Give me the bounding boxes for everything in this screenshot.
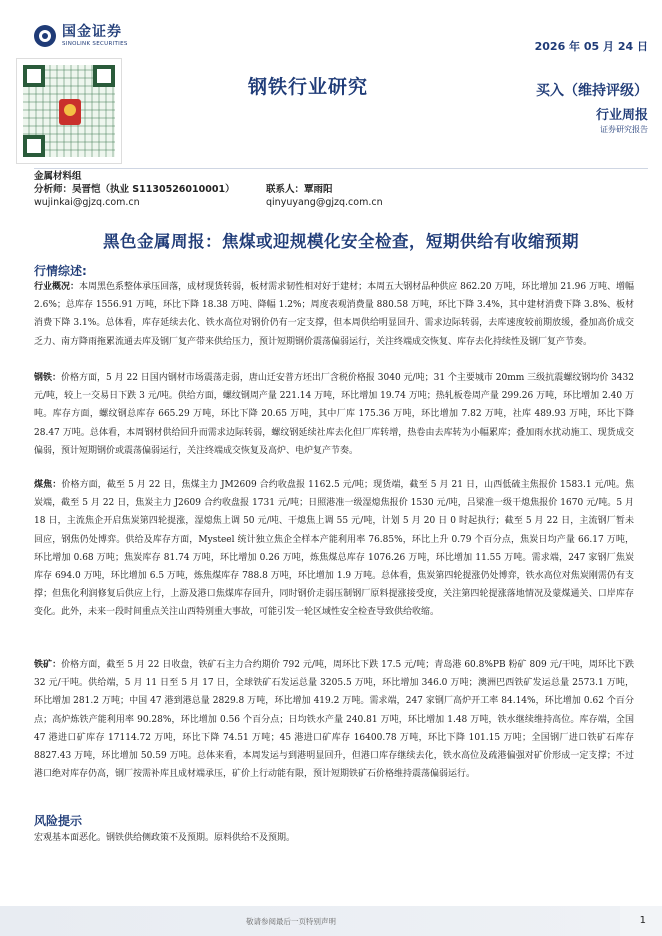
paragraph-lead: 煤焦： [34,480,62,490]
page-footer [0,906,662,936]
risk-text: 宏观基本面恶化。钢铁供给侧政策不及预期。原料供给不及预期。 [34,833,296,843]
research-group: 金属材料组 [34,171,82,182]
qr-code [16,58,122,164]
paragraph-text: 本周黑色系整体承压回落，成材现货转弱，板材需求韧性相对好于建材；本周五大钢材品种供应 862.20 万吨，环比增加 21.96 万吨、增幅 2.6%；总库存 1556.91 万吨，环比下降 18.38 万吨、降幅 1.2%；周度表观消费量 880.58 万吨，环比下降 3.4%，其中建材消费下降 3.8%、板材消费下降 3.1%。总体看，库存延续去化、铁水高位对钢价仍有一定支撑，但本周供给明显回升、需求边际转弱，去库速度较前期放缓，叠加高价成交乏力、南方降雨拖累流通去库及钢厂复产带来供给压力，预计短期钢价震荡偏弱运行，关注终端成交恢复、库存去化持续性及钢厂复产节奏。 [34,282,634,347]
header-divider [34,168,648,169]
paragraph-text: 价格方面，截至 5 月 22 日收盘，铁矿石主力合约期价 792 元/吨，周环比下跌 17.5 元/吨；青岛港 60.8%PB 粉矿 809 元/干吨，周环比下跌 32 元/干吨。供给端，5 月 11 日至 5 月 17 日，全球铁矿石发运总量 3205.5 万吨，环比增加 346.0 万吨；澳洲巴西铁矿发运总量 2573.1 万吨，环比增加 281.2 万吨；中国 47 港到港总量 2829.8 万吨，环比增加 419.2 万吨。需求端，247 家钢厂高炉开工率 84.14%，环比增加 0.62 个百分点；高炉炼铁产能利用率 90.28%，环比增加 0.56 个百分点；日均铁水产量 240.81 万吨，环比增加 1.48 万吨，铁水继续维持高位。库存端，全国 47 港进口矿库存 17114.72 万吨，环比下降 74.51 万吨；45 港进口矿库存 16400.78 万吨，环比下降 101.15 万吨；全国钢厂进口铁矿石库存 8827.43 万吨，环比增加 50.59 万吨。总体来看，本周发运与到港明显回升，但港口库存继续去化，铁水高位及疏港偏强对矿价形成一定支撑；不过港口绝对库存仍高，钢厂按需补库且成材端承压，矿价上行动能有限，预计短期铁矿石价格维持震荡偏弱运行。 [34,660,634,780]
report-category-title: 钢铁行业研究 [248,76,369,98]
section-title-summary: 行情综述: [34,264,87,278]
paragraph-lead: 行业概况： [34,282,80,292]
report-date: 2026 年 05 月 24 日 [534,40,648,53]
author-block [34,170,434,209]
paragraph-industry [34,278,634,351]
qr-finder-icon [93,65,115,87]
contact-name: 联系人：覃雨阳 [266,184,333,195]
rating-badge: 买入（维持评级） [536,83,648,99]
paragraph-text: 价格方面，5 月 22 日国内钢材市场震荡走弱，唐山迁安普方坯出厂含税价格报 3040 元/吨；31 个主要城市 20mm 三级抗震螺纹钢均价 3432 元/吨，较上一交易日下跌 3 元/吨。供给方面，螺纹钢周产量 221.14 万吨，环比增加 19.74 万吨；热轧板卷周产量 299.26 万吨，环比增加 2.40 万吨。库存方面，螺纹钢总库存 665.29 万吨，环比下降 20.65 万吨，其中厂库 175.36 万吨，环比增加 7.82 万吨，社库 489.93 万吨，环比下降 28.47 万吨。总体看，本周钢材供给回升而需求边际转弱，螺纹钢延续社库去化但厂库转增，热卷由去库转为小幅累库；叠加雨水扰动施工、现货成交偏弱，预计短期钢价或震荡偏弱运行，关注终端成交恢复及高炉、电炉复产节奏。 [34,373,634,456]
section-title-risk: 风险提示 [34,814,83,828]
contact-email[interactable]: qinyuyang@gjzq.com.cn [266,197,383,208]
page-number: 1 [639,915,646,926]
qr-finder-icon [23,65,45,87]
paragraph-lead: 铁矿： [34,660,62,670]
qr-logo-icon [59,99,81,125]
paragraph-steel [34,369,634,460]
sinolink-logo-icon [34,25,56,47]
paragraph-lead: 钢铁： [34,373,62,383]
footer-disclaimer[interactable]: 敬请参阅最后一页特别声明 [246,917,336,926]
analyst-name: 分析师：吴晋恺（执业 S1130526010001） [34,184,235,195]
paragraph-iron-ore [34,656,634,783]
paragraph-coal-coke [34,476,634,622]
paragraph-text: 价格方面，截至 5 月 22 日，焦煤主力 JM2609 合约收盘报 1162.5 元/吨；现货端，截至 5 月 21 日，山西低硫主焦报价 1583.1 元/吨。焦炭端，截至 5 月 22 日，焦炭主力 J2609 合约收盘报 1731 元/吨；日照港准一级湿熄焦报价 1530 元/吨，吕梁准一级干熄焦报价 1670 元/吨。5 月 18 日，主流焦企开启焦炭第四轮提涨，湿熄焦上调 50 元/吨、干熄焦上调 55 元/吨，计划 5 月 20 日 0 时起执行；截至 5 月 22 日，主流钢厂暂未回应，钢焦仍处博弈。供给及库存方面，Mysteel 统计独立焦企全样本产能利用率 76.85%，环比上升 0.79 个百分点，焦炭日均产量 66.17 万吨，环比增加 0.68 万吨；焦炭库存 81.74 万吨，环比增加 0.26 万吨，炼焦煤总库存 1076.26 万吨，环比增加 11.55 万吨。需求端，247 家钢厂焦炭库存 694.0 万吨，环比增加 6.5 万吨，炼焦煤库存 788.8 万吨，环比增加 1.9 万吨。总体看，焦炭第四轮提涨仍处博弈，铁水高位对焦炭刚需仍有支撑；但焦化利润修复后供应上行，上游及港口焦煤库存回升，同时钢价走弱压制钢厂原料提涨接受度，关注第四轮提涨落地情况及蒙煤通关、口岸库存变化。此外，未来一段时间重点关注山西特别重大事故，可能引发一轮区域性安全检查导致供给收缩。 [34,480,634,618]
report-subtype: 证券研究报告 [600,125,648,134]
report-main-title: 黑色金属周报：焦煤或迎规模化安全检查，短期供给有收缩预期 [103,232,579,251]
qr-finder-icon [23,135,45,157]
report-type: 行业周报 [595,108,648,123]
brand-name-cn: 国金证券 [62,24,122,40]
brand [34,24,128,48]
report-header [0,0,662,160]
brand-name-en: SINOLINK SECURITIES [62,41,128,47]
analyst-email[interactable]: wujinkai@gjzq.com.cn [34,197,140,208]
